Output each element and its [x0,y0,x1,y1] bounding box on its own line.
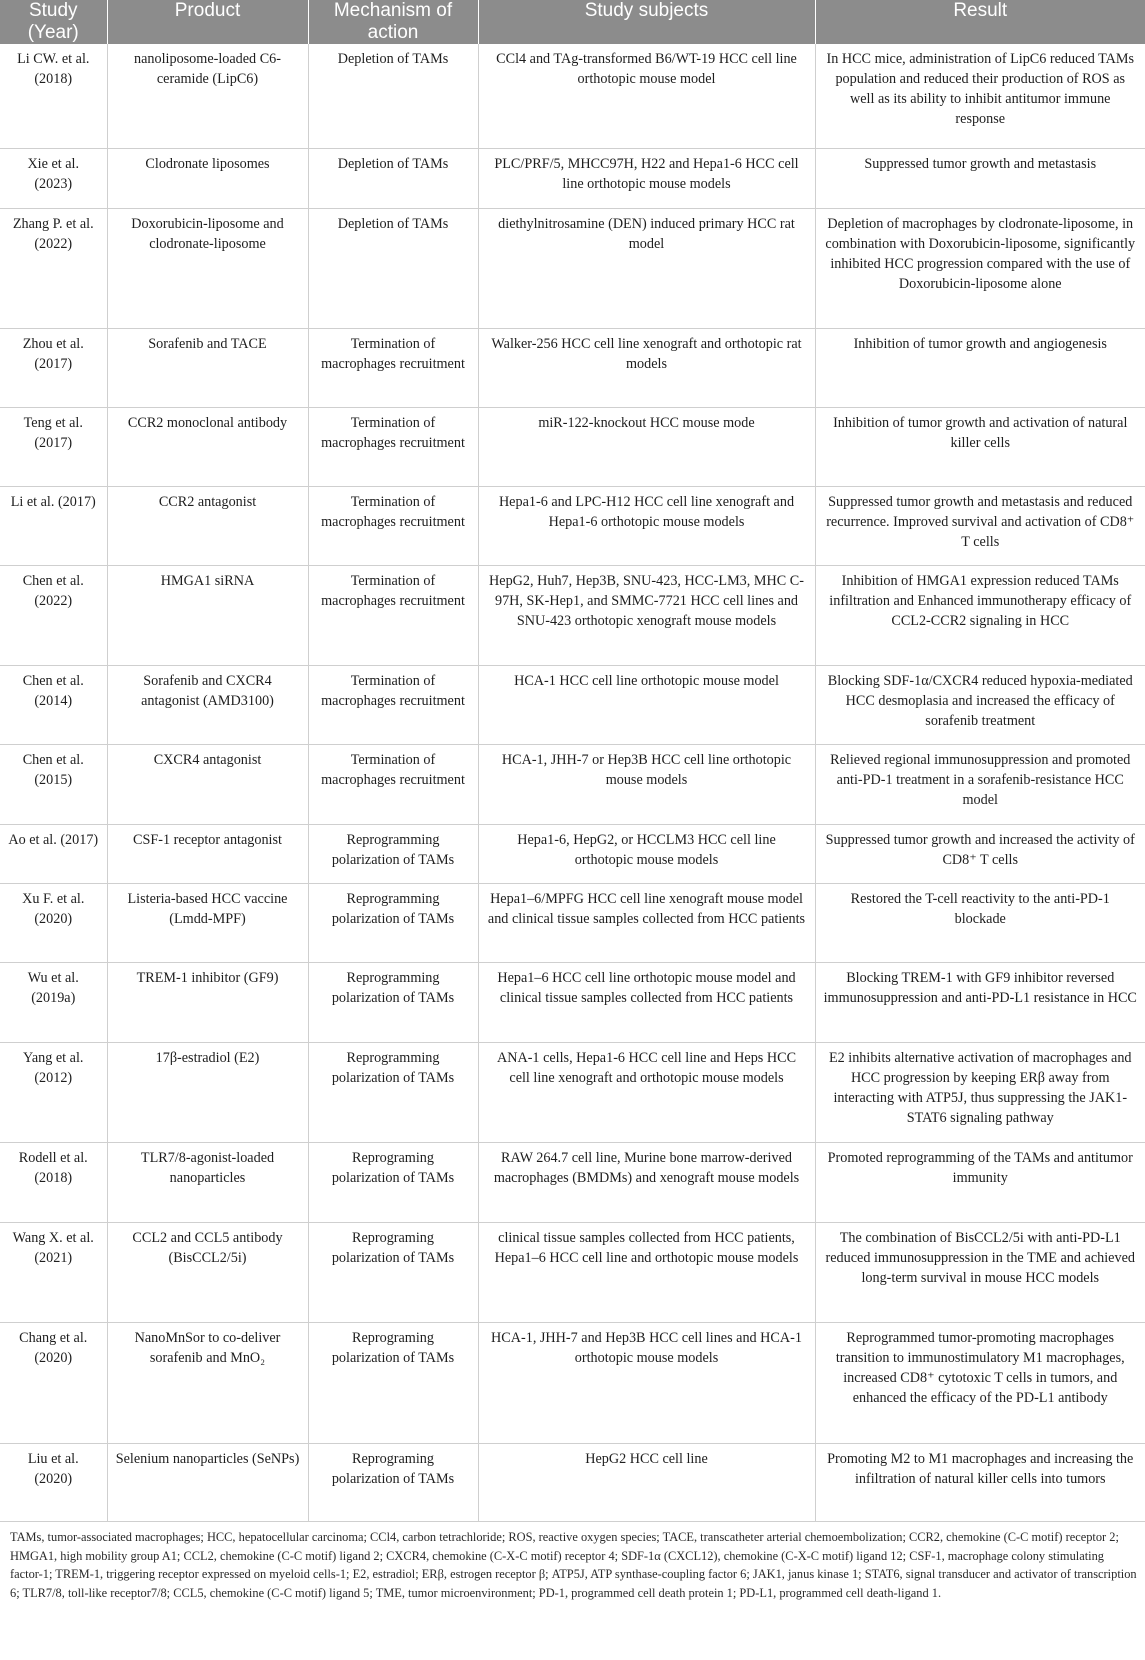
mechanism-cell: Reprograming polarization of TAMs [308,1322,478,1443]
result-cell: Restored the T-cell reactivity to the anti-PD-1 blockade [815,884,1145,963]
result-cell: Reprogrammed tumor-promoting macrophages transition to immunostimulatory M1 macrophages, increased CD8⁺ cytotoxic T cells in tumors, and enhanced the efficacy of the PD-L1 antibody [815,1322,1145,1443]
subjects-cell: Hepa1-6 and LPC-H12 HCC cell line xenograft and Hepa1-6 orthotopic mouse models [478,487,815,566]
study-cell: Ao et al. (2017) [0,825,107,884]
product-cell: CSF-1 receptor antagonist [107,825,308,884]
mechanism-cell: Termination of macrophages recruitment [308,328,478,407]
table-row [0,745,1145,825]
subjects-cell: HepG2, Huh7, Hep3B, SNU-423, HCC-LM3, MHC C-97H, SK-Hep1, and SMMC-7721 HCC cell lines and SNU-423 orthotopic xenograft mouse models [478,566,815,666]
table-row [0,1143,1145,1223]
header-mechanism: Mechanism of action [308,0,478,44]
table-body [0,44,1145,1522]
subjects-cell: clinical tissue samples collected from HCC patients, Hepa1–6 HCC cell line and orthotopic mouse models [478,1223,815,1323]
study-cell: Yang et al. (2012) [0,1043,107,1143]
table-row [0,884,1145,963]
mechanism-cell: Reprograming polarization of TAMs [308,1444,478,1522]
study-cell: Li CW. et al. (2018) [0,44,107,148]
mechanism-cell: Reprograming polarization of TAMs [308,1223,478,1323]
study-cell: Zhang P. et al. (2022) [0,208,107,328]
study-cell: Teng et al. (2017) [0,407,107,487]
product-cell: NanoMnSor to co-deliver sorafenib and MnO₂ [107,1322,308,1443]
product-cell: nanoliposome-loaded C6-ceramide (LipC6) [107,44,308,148]
subjects-cell: HCA-1, JHH-7 and Hep3B HCC cell lines and HCA-1 orthotopic mouse models [478,1322,815,1443]
subjects-cell: diethylnitrosamine (DEN) induced primary HCC rat model [478,208,815,328]
result-cell: The combination of BisCCL2/5i with anti-PD-L1 reduced immunosuppression in the TME and achieved long-term survival in mouse HCC models [815,1223,1145,1323]
mechanism-cell: Reprogramming polarization of TAMs [308,963,478,1043]
mechanism-cell: Termination of macrophages recruitment [308,745,478,825]
mechanism-cell: Reprogramming polarization of TAMs [308,884,478,963]
study-cell: Liu et al. (2020) [0,1444,107,1522]
result-cell: Suppressed tumor growth and metastasis [815,148,1145,208]
subjects-cell: PLC/PRF/5, MHCC97H, H22 and Hepa1-6 HCC cell line orthotopic mouse models [478,148,815,208]
study-cell: Wang X. et al. (2021) [0,1223,107,1323]
product-cell: 17β-estradiol (E2) [107,1043,308,1143]
table-header [0,0,1145,44]
subjects-cell: Hepa1-6, HepG2, or HCCLM3 HCC cell line orthotopic mouse models [478,825,815,884]
result-cell: Blocking TREM-1 with GF9 inhibitor reversed immunosuppression and anti-PD-L1 resistance in HCC [815,963,1145,1043]
study-cell: Xu F. et al. (2020) [0,884,107,963]
result-cell: In HCC mice, administration of LipC6 reduced TAMs population and reduced their production of ROS as well as its ability to inhibit antitumor immune response [815,44,1145,148]
subjects-cell: Hepa1–6 HCC cell line orthotopic mouse model and clinical tissue samples collected from HCC patients [478,963,815,1043]
mechanism-cell: Termination of macrophages recruitment [308,566,478,666]
subjects-cell: HepG2 HCC cell line [478,1444,815,1522]
result-cell: Suppressed tumor growth and metastasis and reduced recurrence. Improved survival and activation of CD8⁺ T cells [815,487,1145,566]
mechanism-cell: Reprograming polarization of TAMs [308,1143,478,1223]
product-cell: Doxorubicin-liposome and clodronate-liposome [107,208,308,328]
result-cell: Promoting M2 to M1 macrophages and increasing the infiltration of natural killer cells into tumors [815,1444,1145,1522]
result-cell: Suppressed tumor growth and increased the activity of CD8⁺ T cells [815,825,1145,884]
study-cell: Xie et al. (2023) [0,148,107,208]
header-product: Product [107,0,308,44]
subjects-cell: HCA-1, JHH-7 or Hep3B HCC cell line orthotopic mouse models [478,745,815,825]
study-cell: Chang et al. (2020) [0,1322,107,1443]
mechanism-cell: Depletion of TAMs [308,148,478,208]
mechanism-cell: Termination of macrophages recruitment [308,487,478,566]
study-cell: Chen et al. (2015) [0,745,107,825]
product-cell: Sorafenib and CXCR4 antagonist (AMD3100) [107,666,308,745]
product-cell: Listeria-based HCC vaccine (Lmdd-MPF) [107,884,308,963]
table-row [0,208,1145,328]
product-cell: TREM-1 inhibitor (GF9) [107,963,308,1043]
product-cell: HMGA1 siRNA [107,566,308,666]
table-row [0,1223,1145,1323]
result-cell: Promoted reprogramming of the TAMs and antitumor immunity [815,1143,1145,1223]
subjects-cell: Walker-256 HCC cell line xenograft and orthotopic rat models [478,328,815,407]
study-cell: Li et al. (2017) [0,487,107,566]
product-cell: TLR7/8-agonist-loaded nanoparticles [107,1143,308,1223]
mechanism-cell: Reprogramming polarization of TAMs [308,825,478,884]
study-cell: Zhou et al. (2017) [0,328,107,407]
product-cell: CXCR4 antagonist [107,745,308,825]
table-footnote: TAMs, tumor-associated macrophages; HCC, hepatocellular carcinoma; CCl4, carbon tetrachloride; ROS, reactive oxygen species; TACE, transcatheter arterial chemoembolization; CCR2, chemokine (C-C motif) receptor 2; HMGA1, high mobility group A1; CCL2, chemokine (C-C motif) ligand 2; CXCR4, chemokine (C-X-C motif) receptor 4; SDF-1α (CXCL12), chemokine (C-X-C motif) ligand 12; CSF-1, macrophage colony stimulating factor-1; TREM-1, triggering receptor expressed on myeloid cells-1; E2, estradiol; ERβ, estrogen receptor β; ATP5J, ATP synthase-coupling factor 6; JAK1, janus kinase 1; STAT6, signal transducer and activator of transcription 6; TLR7/8, toll-like receptor7/8; CCL5, chemokine (C-C motif) ligand 5; TME, tumor microenvironment; PD-1, programmed cell death protein 1; PD-L1, programmed cell death-ligand 1. [10,1530,1137,1600]
subjects-cell: Hepa1–6/MPFG HCC cell line xenograft mouse model and clinical tissue samples collected from HCC patients [478,884,815,963]
subjects-cell: miR-122-knockout HCC mouse mode [478,407,815,487]
product-cell: Selenium nanoparticles (SeNPs) [107,1444,308,1522]
result-cell: Inhibition of HMGA1 expression reduced TAMs infiltration and Enhanced immunotherapy efficacy of CCL2-CCR2 signaling in HCC [815,566,1145,666]
result-cell: Depletion of macrophages by clodronate-liposome, in combination with Doxorubicin-liposome, significantly inhibited HCC progression compared with the use of Doxorubicin-liposome alone [815,208,1145,328]
table-row [0,963,1145,1043]
table-row [0,566,1145,666]
mechanism-cell: Depletion of TAMs [308,44,478,148]
result-cell: Inhibition of tumor growth and angiogenesis [815,328,1145,407]
table-row [0,825,1145,884]
header-result: Result [815,0,1145,44]
subjects-cell: CCl4 and TAg-transformed B6/WT-19 HCC cell line orthotopic mouse model [478,44,815,148]
subjects-cell: HCA-1 HCC cell line orthotopic mouse model [478,666,815,745]
mechanism-cell: Termination of macrophages recruitment [308,407,478,487]
mechanism-cell: Reprogramming polarization of TAMs [308,1043,478,1143]
product-cell: Clodronate liposomes [107,148,308,208]
study-cell: Wu et al. (2019a) [0,963,107,1043]
mechanism-cell: Depletion of TAMs [308,208,478,328]
product-cell: CCR2 antagonist [107,487,308,566]
table-row [0,666,1145,745]
product-cell: Sorafenib and TACE [107,328,308,407]
study-cell: Chen et al. (2014) [0,666,107,745]
study-cell: Rodell et al. (2018) [0,1143,107,1223]
table-row [0,44,1145,148]
product-cell: CCL2 and CCL5 antibody (BisCCL2/5i) [107,1223,308,1323]
table-row [0,1322,1145,1443]
result-cell: Inhibition of tumor growth and activation of natural killer cells [815,407,1145,487]
study-cell: Chen et al. (2022) [0,566,107,666]
header-study-subjects: Study subjects [478,0,815,44]
table-row [0,1444,1145,1522]
table-row [0,407,1145,487]
result-cell: Relieved regional immunosuppression and promoted anti-PD-1 treatment in a sorafenib-resistance HCC model [815,745,1145,825]
result-cell: E2 inhibits alternative activation of macrophages and HCC progression by keeping ERβ away from interacting with ATP5J, thus suppressing the JAK1-STAT6 signaling pathway [815,1043,1145,1143]
mechanism-cell: Termination of macrophages recruitment [308,666,478,745]
header-row [0,0,1145,44]
table-row [0,148,1145,208]
product-cell: CCR2 monoclonal antibody [107,407,308,487]
table-row [0,328,1145,407]
subjects-cell: RAW 264.7 cell line, Murine bone marrow-derived macrophages (BMDMs) and xenograft mouse models [478,1143,815,1223]
header-study-year: Study (Year) [0,0,107,44]
result-cell: Blocking SDF-1α/CXCR4 reduced hypoxia-mediated HCC desmoplasia and increased the efficacy of sorafenib treatment [815,666,1145,745]
table-row [0,1043,1145,1143]
subjects-cell: ANA-1 cells, Hepa1-6 HCC cell line and Heps HCC cell line xenograft and orthotopic mouse models [478,1043,815,1143]
table-row [0,487,1145,566]
